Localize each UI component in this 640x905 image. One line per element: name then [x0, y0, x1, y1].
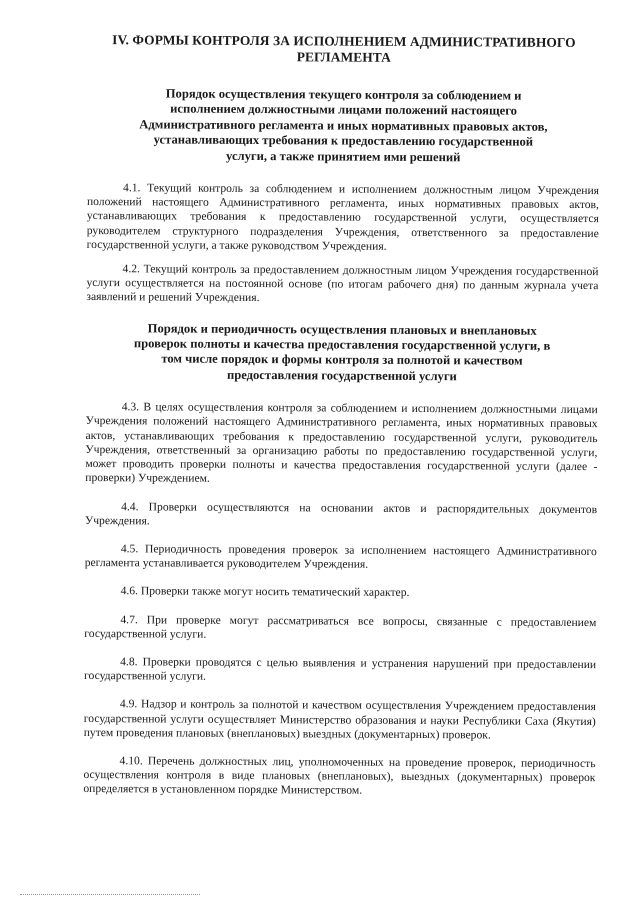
- paragraph-4-6: 4.6. Проверки также могут носить тематический характер.: [120, 584, 410, 600]
- paragraph-4-1: 4.1. Текущий контроль за соблюдением и исполнением должностным лицом Учреждения положений настоящего Административного регламента, иных нормативных правовых актов, устанавливающих требования к предоставлению государственной услуги, осуществляется руководителем структурного подразделения Учреждения, ответственного за предоставление государственной услуги, а также руководством Учреждения.: [86, 181, 600, 253]
- paragraph-4-8: 4.8. Проверки проводятся с целью выявления и устранения нарушений при предоставлении государственной услуги.: [84, 655, 597, 683]
- paragraph-4-4: 4.4. Проверки осуществляются на основании актов и распорядительных документов Учреждения.: [84, 499, 598, 528]
- paragraph-4-5: 4.5. Периодичность проведения проверок за исполнением настоящего Административного регламента устанавливается руководителем Учреждения.: [84, 542, 597, 571]
- section-title-inspections: Порядок и периодичность осуществления плановых и внеплановых проверок полноты и качества предоставления государственной услуги, в том числе порядок и формы контроля за полнотой и качеством предоставления государственной услуги: [133, 321, 551, 384]
- scan-artifact-divider: [20, 892, 200, 895]
- paragraph-4-2: 4.2. Текущий контроль за предоставлением должностным лицом Учреждения государственной услуги осуществляется на постоянной основе (по итогам рабочего дня) по данным журнала учета заявлений и решений Учреждения.: [86, 262, 599, 305]
- paragraph-4-9: 4.9. Надзор и контроль за полнотой и качеством осуществления Учреждением предоставления государственной услуги осуществляет Министерство образования и науки Республики Саха (Якутия) путем проведения плановых (внеплановых) выездных (документарных) проверок.: [83, 697, 596, 742]
- paragraph-4-10: 4.10. Перечень должностных лиц, уполномоченных на проведение проверок, периодичность осуществления контроля в виде плановых (внеплановых), выездных (документарных) проверок определяется в установленном порядке Министерством.: [83, 754, 596, 798]
- section-title-current-control: Порядок осуществления текущего контроля за соблюдением и исполнением должностными лицами положений настоящего Административного регламента и иных нормативных правовых актов, устанавливающих требования к предоставлению государственной услуги, а также принятием ими решений: [139, 86, 548, 164]
- main-title: IV. ФОРМЫ КОНТРОЛЯ ЗА ИСПОЛНЕНИЕМ АДМИНИСТРАТИВНОГО РЕГЛАМЕНТА: [112, 32, 576, 65]
- paragraph-4-3: 4.3. В целях осуществления контроля за соблюдением и исполнением должностными лицами Учреждения положений настоящего Административного регламента, иных нормативных правовых актов, устанавливающих требования к предоставлению государственной услуги, руководитель Учреждения, ответственный за организацию работы по предоставлению государственной услуги, может проводить проверки полноты и качества предоставления государственной услуги (далее - проверки) Учреждением.: [85, 400, 598, 486]
- document-page: [83, 32, 600, 810]
- paragraph-4-7: 4.7. При проверке могут рассматриваться все вопросы, связанные с предоставлением государственной услуги.: [84, 612, 597, 641]
